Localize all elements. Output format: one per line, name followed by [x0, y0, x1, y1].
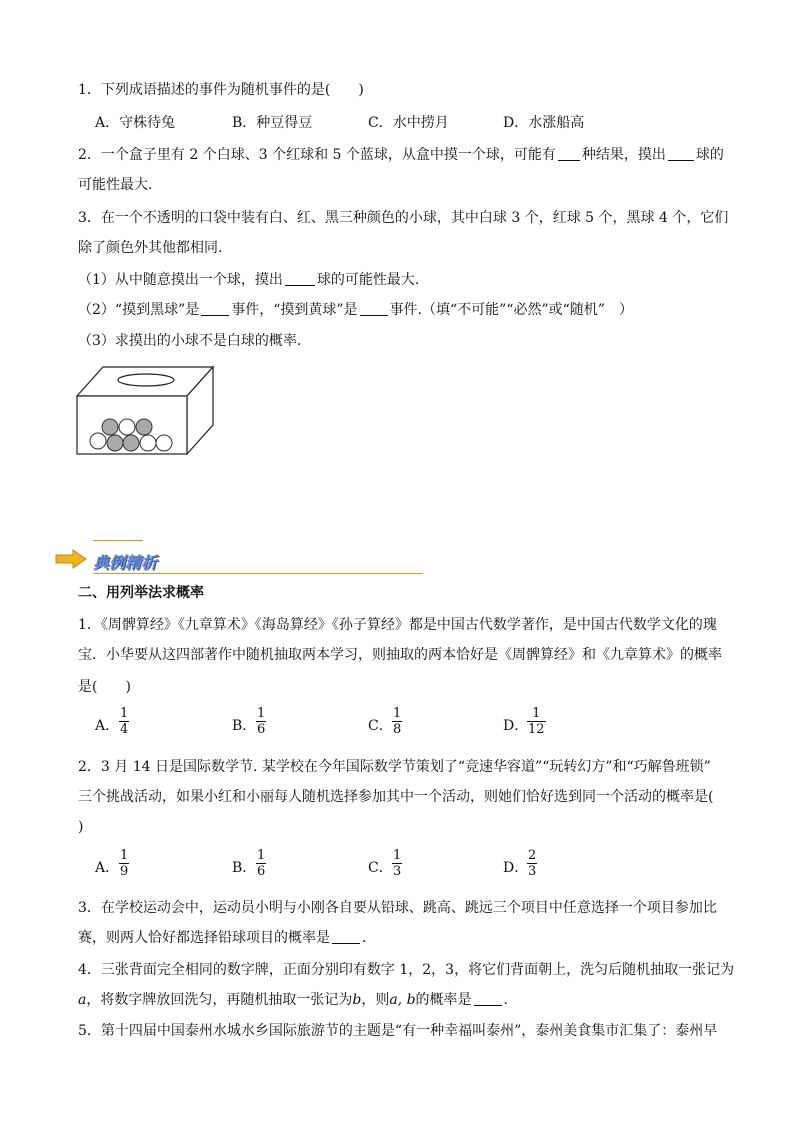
s2-q1-option-d-fraction	[527, 706, 546, 737]
s2-q3-text-a: 赛，则两人恰好都选择铅球项目的概率是	[78, 930, 330, 946]
s2-q2-option-a-label: A．	[95, 860, 120, 876]
s2-q2-option-b-fraction	[256, 848, 266, 879]
s2-q1-option-c-label: C．	[368, 718, 393, 734]
s2-q3-blank[interactable]	[332, 929, 360, 944]
q1-stem: 1．下列成语描述的事件为随机事件的是( )	[78, 82, 364, 98]
q2-text-c: 球的	[695, 147, 724, 163]
s2-q1-option-b-num: 1	[257, 706, 266, 721]
s2-q1-option-a-label: A．	[95, 718, 120, 734]
s2-q2-option-c-den: 3	[393, 864, 402, 879]
q2-line1	[78, 145, 724, 165]
q3-part2-text-c: 事件.（填“不可能”“必然”或“随机” ）	[389, 302, 633, 318]
q3-part2-text-b: 事件，“摸到黄球”是	[231, 302, 358, 318]
s2-q4-line2	[78, 990, 508, 1010]
s2-q3-text-b: .	[362, 930, 367, 946]
q2-blank-2[interactable]	[668, 146, 694, 161]
q1-option-c: C．水中捞月	[368, 115, 449, 131]
q3-part2-blank-2[interactable]	[360, 301, 388, 316]
q3-part1-blank[interactable]	[285, 271, 315, 286]
s2-q2-option-d-num: 2	[528, 848, 537, 863]
banner-top-rule	[93, 540, 143, 541]
banner-bottom-rule	[93, 573, 423, 574]
s2-q4-text-d: .	[503, 992, 508, 1008]
section2-heading: 二、用列举法求概率	[78, 585, 204, 601]
q2-line2: 可能性最大.	[78, 177, 153, 193]
s2-q2-option-d-label: D．	[503, 860, 529, 876]
q3-line2: 除了颜色外其他都相同.	[78, 240, 223, 256]
s2-q2-option-c-fraction	[392, 848, 402, 879]
q1-option-b: B．种豆得豆	[232, 115, 313, 131]
q2-text-b: 种结果，摸出	[581, 147, 666, 163]
s2-q1-option-c-den: 8	[393, 722, 402, 737]
s2-q2-line3: )	[78, 819, 84, 835]
q1-option-d: D．水涨船高	[503, 115, 585, 131]
q2-blank-1[interactable]	[558, 146, 580, 161]
q2-text-a: 2．一个盒子里有 2 个白球、3 个红球和 5 个蓝球，从盒中摸一个球，可能有	[78, 147, 556, 163]
s2-q1-option-d-label: D．	[503, 718, 529, 734]
s2-q4-text-c: 的概率是	[415, 992, 472, 1008]
s2-q3-line1: 3．在学校运动会中，运动员小明与小刚各自要从铅球、跳高、跳远三个项目中任意选择一个项目参加比	[78, 900, 717, 916]
s2-q2-option-b-label: B．	[232, 860, 257, 876]
s2-q1-line1: 1．《周髀算经》《九章算术》《海岛算经》《孙子算经》都是中国古代数学著作，是中国古代数学文化的瑰	[78, 617, 717, 633]
s2-q1-option-d-den: 12	[528, 722, 545, 737]
s2-q2-option-d-den: 3	[528, 864, 537, 879]
s2-q1-line2: 宝．小华要从这四部著作中随机抽取两本学习，则抽取的两本恰好是《周髀算经》和《九章算术》的概率	[78, 647, 722, 663]
s2-q4-var-ab: a, b	[389, 992, 416, 1008]
s2-q1-option-a-fraction	[119, 706, 129, 737]
q3-part1-text-a: （1）从中随意摸出一个球，摸出	[78, 272, 283, 288]
s2-q1-option-b-fraction	[256, 706, 266, 737]
q3-part2-blank-1[interactable]	[201, 301, 229, 316]
section-banner	[55, 540, 435, 580]
s2-q2-option-d-fraction	[527, 848, 537, 879]
s2-q2-option-c-label: C．	[368, 860, 393, 876]
q3-part3: （3）求摸出的小球不是白球的概率.	[78, 333, 302, 349]
s2-q5-line1: 5．第十四届中国泰州水城水乡国际旅游节的主题是“有一种幸福叫泰州”，泰州美食集市汇集了：泰州早	[78, 1023, 718, 1039]
s2-q2-option-a-fraction	[119, 848, 129, 879]
s2-q1-line3: 是( )	[78, 679, 131, 695]
s2-q2-line2: 三个挑战活动，如果小红和小丽每人随机选择参加其中一个活动，则她们恰好选到同一个活动的概率是(	[78, 789, 714, 805]
q3-part1	[78, 270, 419, 290]
s2-q1-option-b-den: 6	[257, 722, 266, 737]
s2-q4-var-b: b	[352, 992, 362, 1008]
s2-q2-option-b-num: 1	[257, 848, 266, 863]
s2-q2-option-c-num: 1	[393, 848, 402, 863]
q3-part1-text-b: 球的可能性最大.	[316, 272, 420, 288]
q3-line1: 3．在一个不透明的口袋中装有白、红、黑三种颜色的小球，其中白球 3 个，红球 5 个，黑球 4 个，它们	[78, 210, 729, 226]
s2-q4-text-a: ，将数字牌放回洗匀，再随机抽取一张记为	[86, 992, 353, 1008]
s2-q1-option-a-den: 4	[120, 722, 129, 737]
s2-q1-option-c-num: 1	[393, 706, 402, 721]
q3-part2-text-a: （2）“摸到黑球”是	[78, 302, 200, 318]
s2-q1-option-a-num: 1	[120, 706, 129, 721]
s2-q1-option-b-label: B．	[232, 718, 257, 734]
s2-q2-option-a-num: 1	[120, 848, 129, 863]
s2-q4-text-b: ，则	[361, 992, 390, 1008]
s2-q4-var-a: a	[78, 992, 87, 1008]
q1-option-a: A．守株待兔	[95, 115, 176, 131]
s2-q1-option-c-fraction	[392, 706, 402, 737]
s2-q2-line1: 2．3 月 14 日是国际数学节. 某学校在今年国际数学节策划了“竞速华容道”“玩转幻方”和“巧解鲁班锁”	[78, 759, 711, 775]
s2-q3-line2	[78, 928, 366, 948]
ball-box-illustration	[76, 365, 216, 455]
s2-q4-line1: 4．三张背面完全相同的数字牌，正面分别印有数字 1，2，3，将它们背面朝上，洗匀后随机抽取一张记为	[78, 962, 735, 978]
banner-label: 典例精析	[93, 553, 158, 572]
s2-q2-option-a-den: 9	[120, 864, 129, 879]
arrow-right-icon	[55, 549, 87, 569]
s2-q4-blank[interactable]	[474, 991, 502, 1006]
q3-part2	[78, 300, 633, 320]
s2-q1-option-d-num: 1	[527, 706, 546, 722]
s2-q2-option-b-den: 6	[257, 864, 266, 879]
